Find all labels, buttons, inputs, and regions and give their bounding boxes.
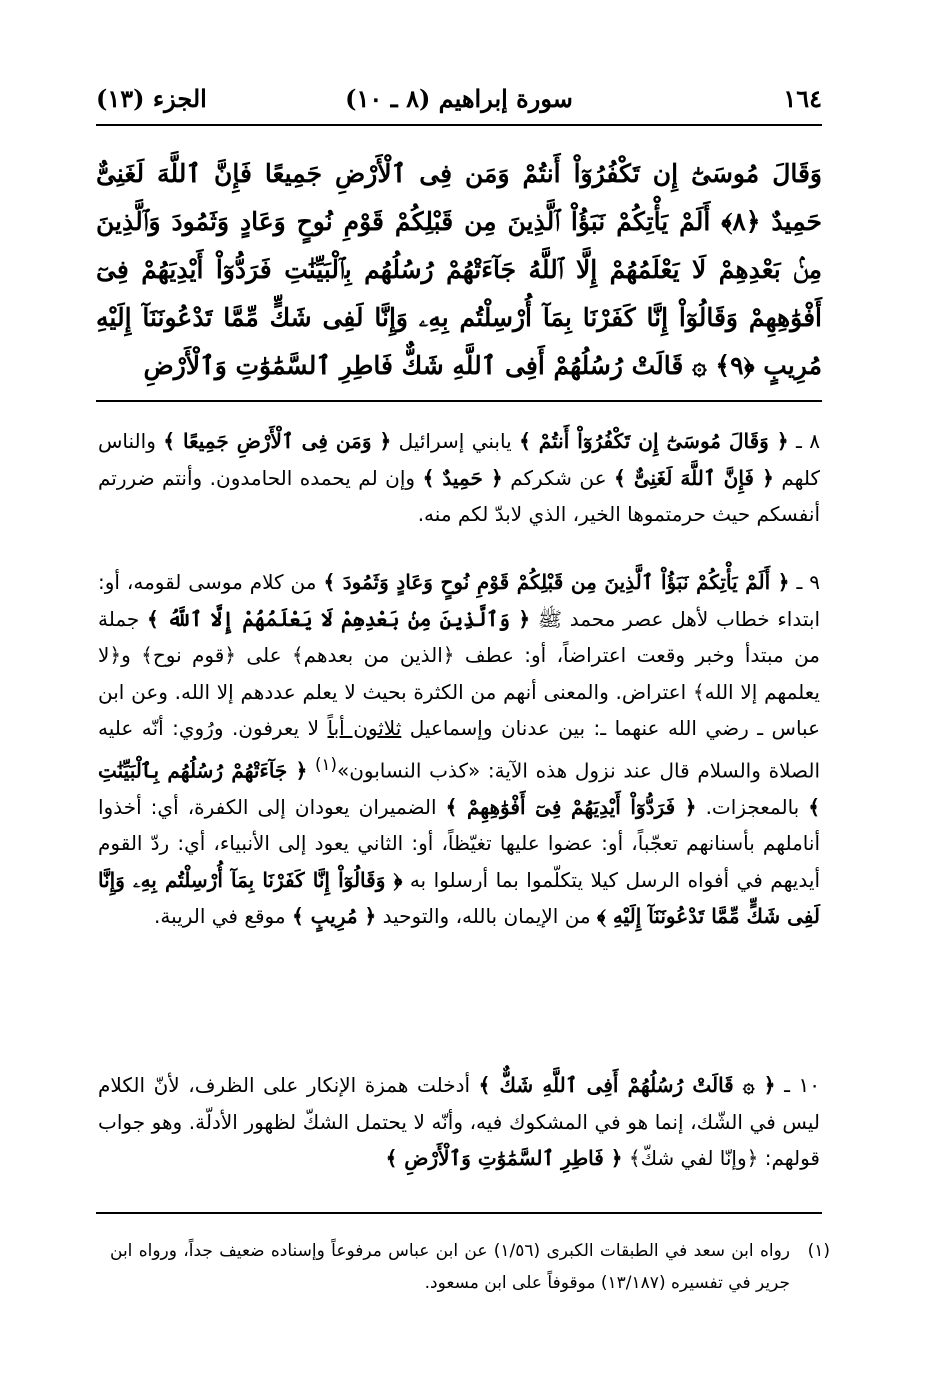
- quran-quote: ﴿ وَقَالُوٓاْ إِنَّا كَفَرْنَا بِمَآ أُرْسِلْتُم بِهِۦ وَإِنَّا لَفِى شَكٍّ مِّمَّا تَدْعُونَنَآ إِلَيْهِ ﴾: [98, 867, 820, 929]
- footnote-separator: [96, 1212, 822, 1214]
- commentary-text: أدخلت همزة الإنكار على الظرف، لأنّ الكلام ليس في الشّك، إنما هو في المشكوك فيه، وأنّه لا يحتمل الشكّ لظهور الأدلّة. وهو جواب قولهم:: [98, 1073, 820, 1170]
- verse-number: ٨ ـ: [795, 429, 820, 453]
- page-number: ١٦٤: [783, 84, 822, 113]
- quran-quote: ﴿ وَقَالَ مُوسَىٰٓ إِن تَكْفُرُوٓاْ أَنتُمْ ﴾: [519, 429, 789, 453]
- quoted-phrase: ﴿وإنّا لفي شكّ﴾: [628, 1146, 759, 1170]
- page-header: [96, 80, 822, 116]
- commentary-text: وإن لم يحمده الحامدون. وأنتم ضررتم أنفسكم حيث حرمتموها الخير، الذي لابدّ لكم منه.: [98, 465, 820, 526]
- commentary-text: والناس كلهم: [98, 429, 820, 490]
- verse-number: ٩ ـ: [796, 570, 821, 594]
- commentary-text: الضميران يعودان إلى الكفرة، أي: أخذوا أناملهم بأسنانهم تعجّباً، أو: عضوا عليها تغيّظاً، أو: الثاني يعود إلى الأنبياء، أي: ردّ القوم أيديهم في أفواه الرسل كيلا يتكلّموا بما أرسلوا به: [98, 794, 820, 892]
- quran-quote: ﴿ ۞ قَالَتْ رُسُلُهُمْ أَفِى ٱللَّهِ شَكٌّ ﴾: [478, 1073, 776, 1097]
- quran-quote: ﴿ حَمِيدٌ ﴾: [422, 465, 503, 490]
- quran-quote: ﴿ جَآءَتْهُمْ رُسُلُهُم بِٱلْبَيِّنَٰتِ ﴾: [98, 758, 821, 819]
- underlined-text: ثلاثون أباً: [327, 716, 402, 740]
- quran-quote: ﴿ فَإِنَّ ٱللَّهَ لَغَنِىٌّ ﴾: [614, 465, 774, 490]
- commentary-text: بالمعجزات.: [705, 794, 800, 819]
- commentary-text: عن شكركم: [510, 465, 607, 490]
- footnote-number: (١): [807, 1241, 830, 1261]
- quran-quote: ﴿ فَرَدُّوٓاْ أَيْدِيَهُمْ فِىٓ أَفْوَٰهِهِمْ ﴾: [445, 794, 697, 819]
- footnote-reference: (١): [315, 754, 337, 774]
- commentary-text: موقع في الريبة.: [154, 904, 286, 929]
- commentary-text: من الإيمان بالله، والتوحيد: [382, 904, 591, 929]
- verse-number: ١٠ ـ: [784, 1073, 821, 1097]
- quran-quote: ﴿ فَاطِرِ ٱلسَّمَٰوَٰتِ وَٱلْأَرْضِ ﴾: [385, 1146, 623, 1170]
- commentary-text: يابني إسرائيل: [398, 429, 512, 453]
- quran-quote: ﴿ أَلَمْ يَأْتِكُمْ نَبَؤُاْ ٱلَّذِينَ مِن قَبْلِكُمْ قَوْمِ نُوحٍ وَعَادٍ وَثَمُودَ ﴾: [323, 570, 790, 594]
- commentary-verse-8: [98, 423, 820, 533]
- commentary-text: لا يعرفون. ورُوي: أنّه عليه الصلاة والسلام قال عند نزول هذه الآية: «كذب النسابون»: [98, 716, 821, 783]
- quran-quote: ﴿ وَمَن فِى ٱلْأَرْضِ جَمِيعًا ﴾: [163, 429, 392, 453]
- verses-separator: [96, 400, 822, 402]
- quran-quote: ﴿ وَٱلَّذِينَ مِنۢ بَعْدِهِمْ لَا يَعْلَمُهُمْ إِلَّا ٱللَّهُ ﴾: [147, 606, 531, 631]
- quran-verses: وَقَالَ مُوسَىٰٓ إِن تَكْفُرُوٓاْ أَنتُمْ وَمَن فِى ٱلْأَرْضِ جَمِيعًا فَإِنَّ ٱللَّهَ لَغَنِىٌّ حَمِيدٌ ﴿٨﴾ أَلَمْ يَأْتِكُمْ نَبَؤُاْ ٱلَّذِينَ مِن قَبْلِكُمْ قَوْمِ نُوحٍ وَعَادٍ وَثَمُودَ وَٱلَّذِينَ مِنۢ بَعْدِهِمْ لَا يَعْلَمُهُمْ إِلَّا ٱللَّهُ جَآءَتْهُمْ رُسُلُهُم بِٱلْبَيِّنَٰتِ فَرَدُّوٓاْ أَيْدِيَهُمْ فِىٓ أَفْوَٰهِهِمْ وَقَالُوٓاْ إِنَّا كَفَرْنَا بِمَآ أُرْسِلْتُم بِهِۦ وَإِنَّا لَفِى شَكٍّ مِّمَّا تَدْعُونَنَآ إِلَيْهِ مُرِيبٍ ﴿٩﴾ ۞ قَالَتْ رُسُلُهُمْ أَفِى ٱللَّهِ شَكٌّ فَاطِرِ ٱلسَّمَٰوَٰتِ وَٱلْأَرْضِ: [96, 159, 822, 380]
- juz-label: الجزء (١٣): [96, 84, 207, 113]
- commentary-verse-10: [98, 1067, 820, 1177]
- commentary-verse-9: [98, 564, 820, 935]
- commentary-text: من كلام موسى لقومه، أو: ابتداء خطاب لأهل عصر محمد ﷺ: [98, 570, 821, 631]
- surah-title: سورة إبراهيم (٨ ـ ١٠): [345, 84, 573, 113]
- header-rule: [96, 124, 822, 126]
- commentary-text: جملة من مبتدأ وخبر وقعت اعتراضاً، أو: عطف ﴿الذين من بعدهم﴾ على ﴿قوم نوح﴾ و﴿لا يعلمهم إلا الله﴾ اعتراض. والمعنى أنهم من الكثرة بحيث لا يعلم عددهم إلا الله. وعن ابن عباس ـ رضي الله عنهما ـ: بين عدنان وإسماعيل: [98, 606, 821, 740]
- quran-quote: ﴿ مُرِيبٍ ﴾: [291, 904, 377, 929]
- footnote-text: رواه ابن سعد في الطبقات الكبرى (١/٥٦) عن ابن عباس مرفوعاً وإسناده ضعيف جداً، ورواه ابن جرير في تفسيره (١٣/١٨٧) موقوفاً على ابن مسعود.: [110, 1241, 790, 1293]
- footnote: [110, 1235, 830, 1299]
